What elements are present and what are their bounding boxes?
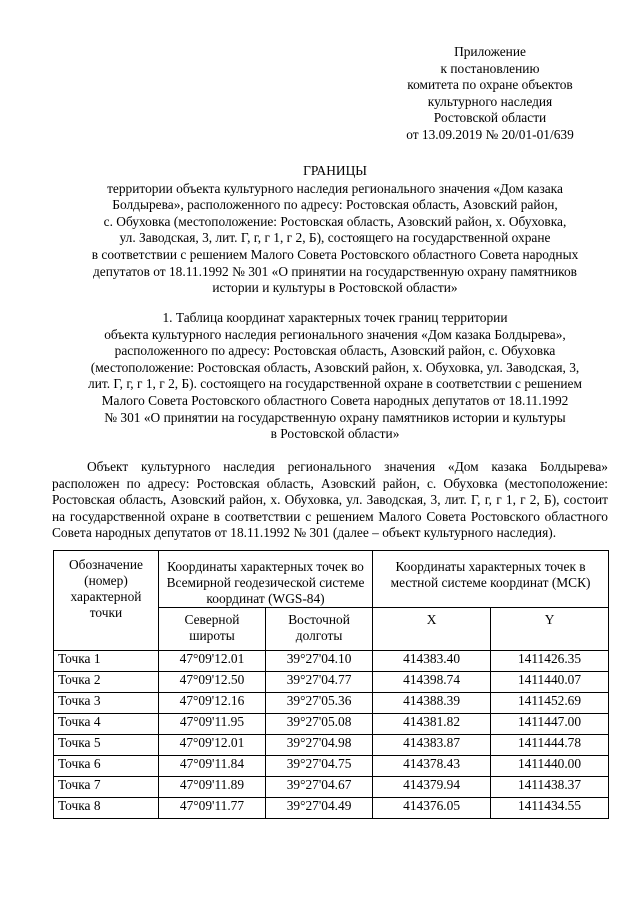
cell-north: 47°09'11.77 bbox=[158, 798, 265, 819]
appendix-line: комитета по охране объектов bbox=[407, 77, 573, 93]
caption-line: расположенного по адресу: Ростовская область, Азовский район, с. Обуховка bbox=[114, 343, 556, 359]
title-line: территории объекта культурного наследия регионального значения «Дом казака bbox=[107, 180, 563, 196]
paragraph-text: Объект культурного наследия регионального значения «Дом казака Болдырева» расположен по адресу: Ростовская область, Азовский район, с. Обуховка (местоположение: Ростовская область, Азовский район, х. Обуховка, ул. Заводская, 3, лит. Г, г, г 1, г 2, Б), состоит на государственной охране в соответствии с решением Малого Совета Ростовского областного Совета народных депутатов от 18.11.1992 № 301 (далее – объект культурного наследия). bbox=[52, 459, 608, 541]
title-line: с. Обуховка (местоположение: Ростовская область, Азовский район, х. Обуховка, bbox=[103, 213, 567, 229]
caption-line: (местоположение: Ростовская область, Азовский район, х. Обуховка, ул. Заводская, 3, bbox=[90, 359, 580, 375]
appendix-line: к постановлению bbox=[440, 60, 540, 76]
cell-point: Точка 3 bbox=[54, 693, 159, 714]
title-heading: ГРАНИЦЫ bbox=[303, 163, 367, 178]
appendix-line: Приложение bbox=[454, 44, 526, 59]
table-caption bbox=[52, 310, 618, 443]
header-y: Y bbox=[491, 608, 609, 651]
cell-east: 39°27'04.49 bbox=[266, 798, 373, 819]
cell-y: 1411452.69 bbox=[491, 693, 609, 714]
cell-north: 47°09'11.95 bbox=[158, 714, 265, 735]
cell-point: Точка 6 bbox=[54, 756, 159, 777]
coordinates-table bbox=[53, 550, 609, 819]
cell-north: 47°09'12.50 bbox=[158, 672, 265, 693]
cell-y: 1411434.55 bbox=[491, 798, 609, 819]
cell-east: 39°27'04.75 bbox=[266, 756, 373, 777]
caption-line: лит. Г, г, г 1, г 2, Б). состоящего на государственной охране в соответствии с решением bbox=[88, 376, 582, 392]
document-title bbox=[52, 163, 618, 297]
cell-east: 39°27'04.67 bbox=[266, 777, 373, 798]
header-east: Восточной долготы bbox=[266, 608, 373, 651]
description-paragraph bbox=[52, 459, 608, 542]
title-line: Болдырева», расположенного по адресу: Ростовская область, Азовский район, bbox=[112, 197, 558, 213]
cell-east: 39°27'04.77 bbox=[266, 672, 373, 693]
table-header-row bbox=[54, 551, 609, 608]
cell-x: 414388.39 bbox=[373, 693, 491, 714]
cell-point: Точка 8 bbox=[54, 798, 159, 819]
table-row bbox=[54, 714, 609, 735]
cell-point: Точка 7 bbox=[54, 777, 159, 798]
title-line: ул. Заводская, 3, лит. Г, г, г 1, г 2, Б), состоящего на государственной охране bbox=[119, 230, 551, 246]
cell-x: 414381.82 bbox=[373, 714, 491, 735]
caption-line: 1. Таблица координат характерных точек границ территории bbox=[162, 310, 508, 325]
appendix-line: культурного наследия bbox=[427, 93, 553, 109]
cell-x: 414379.94 bbox=[373, 777, 491, 798]
header-wgs: Координаты характерных точек во Всемирной геодезической системе координат (WGS-84) bbox=[158, 551, 372, 608]
table-row bbox=[54, 672, 609, 693]
table-row bbox=[54, 756, 609, 777]
appendix-line: Ростовской области bbox=[433, 110, 547, 126]
cell-east: 39°27'05.36 bbox=[266, 693, 373, 714]
cell-north: 47°09'12.01 bbox=[158, 735, 265, 756]
table-row bbox=[54, 777, 609, 798]
cell-y: 1411447.00 bbox=[491, 714, 609, 735]
table-row bbox=[54, 651, 609, 672]
header-north: Северной широты bbox=[158, 608, 265, 651]
title-line: в соответствии с решением Малого Совета Ростовского областного Совета народных bbox=[91, 246, 579, 262]
cell-y: 1411444.78 bbox=[491, 735, 609, 756]
table-row bbox=[54, 798, 609, 819]
cell-x: 414376.05 bbox=[373, 798, 491, 819]
cell-y: 1411426.35 bbox=[491, 651, 609, 672]
cell-point: Точка 2 bbox=[54, 672, 159, 693]
header-x: X bbox=[373, 608, 491, 651]
cell-east: 39°27'04.98 bbox=[266, 735, 373, 756]
cell-x: 414383.87 bbox=[373, 735, 491, 756]
appendix-line: от 13.09.2019 № 20/01-01/639 bbox=[406, 126, 574, 142]
cell-x: 414383.40 bbox=[373, 651, 491, 672]
appendix-block bbox=[388, 44, 592, 144]
cell-east: 39°27'05.08 bbox=[266, 714, 373, 735]
cell-y: 1411440.07 bbox=[491, 672, 609, 693]
table-row bbox=[54, 735, 609, 756]
caption-line: Малого Совета Ростовского областного Совета народных депутатов от 18.11.1992 bbox=[101, 392, 569, 408]
cell-point: Точка 4 bbox=[54, 714, 159, 735]
title-line: истории и культуры в Ростовской области» bbox=[212, 280, 458, 296]
caption-line: в Ростовской области» bbox=[270, 426, 400, 442]
cell-y: 1411440.00 bbox=[491, 756, 609, 777]
cell-x: 414398.74 bbox=[373, 672, 491, 693]
header-msk: Координаты характерных точек в местной системе координат (МСК) bbox=[373, 551, 609, 608]
caption-line: № 301 «О принятии на государственную охрану памятников истории и культуры bbox=[104, 409, 566, 425]
table-row bbox=[54, 693, 609, 714]
cell-north: 47°09'11.89 bbox=[158, 777, 265, 798]
header-point: Обозначение (номер) характерной точки bbox=[54, 551, 159, 651]
cell-east: 39°27'04.10 bbox=[266, 651, 373, 672]
cell-point: Точка 1 bbox=[54, 651, 159, 672]
title-line: депутатов от 18.11.1992 № 301 «О принятии на государственную охрану памятников bbox=[92, 263, 577, 279]
cell-x: 414378.43 bbox=[373, 756, 491, 777]
cell-north: 47°09'12.01 bbox=[158, 651, 265, 672]
cell-y: 1411438.37 bbox=[491, 777, 609, 798]
caption-line: объекта культурного наследия регионального значения «Дом казака Болдырева», bbox=[104, 326, 566, 342]
cell-point: Точка 5 bbox=[54, 735, 159, 756]
cell-north: 47°09'11.84 bbox=[158, 756, 265, 777]
cell-north: 47°09'12.16 bbox=[158, 693, 265, 714]
